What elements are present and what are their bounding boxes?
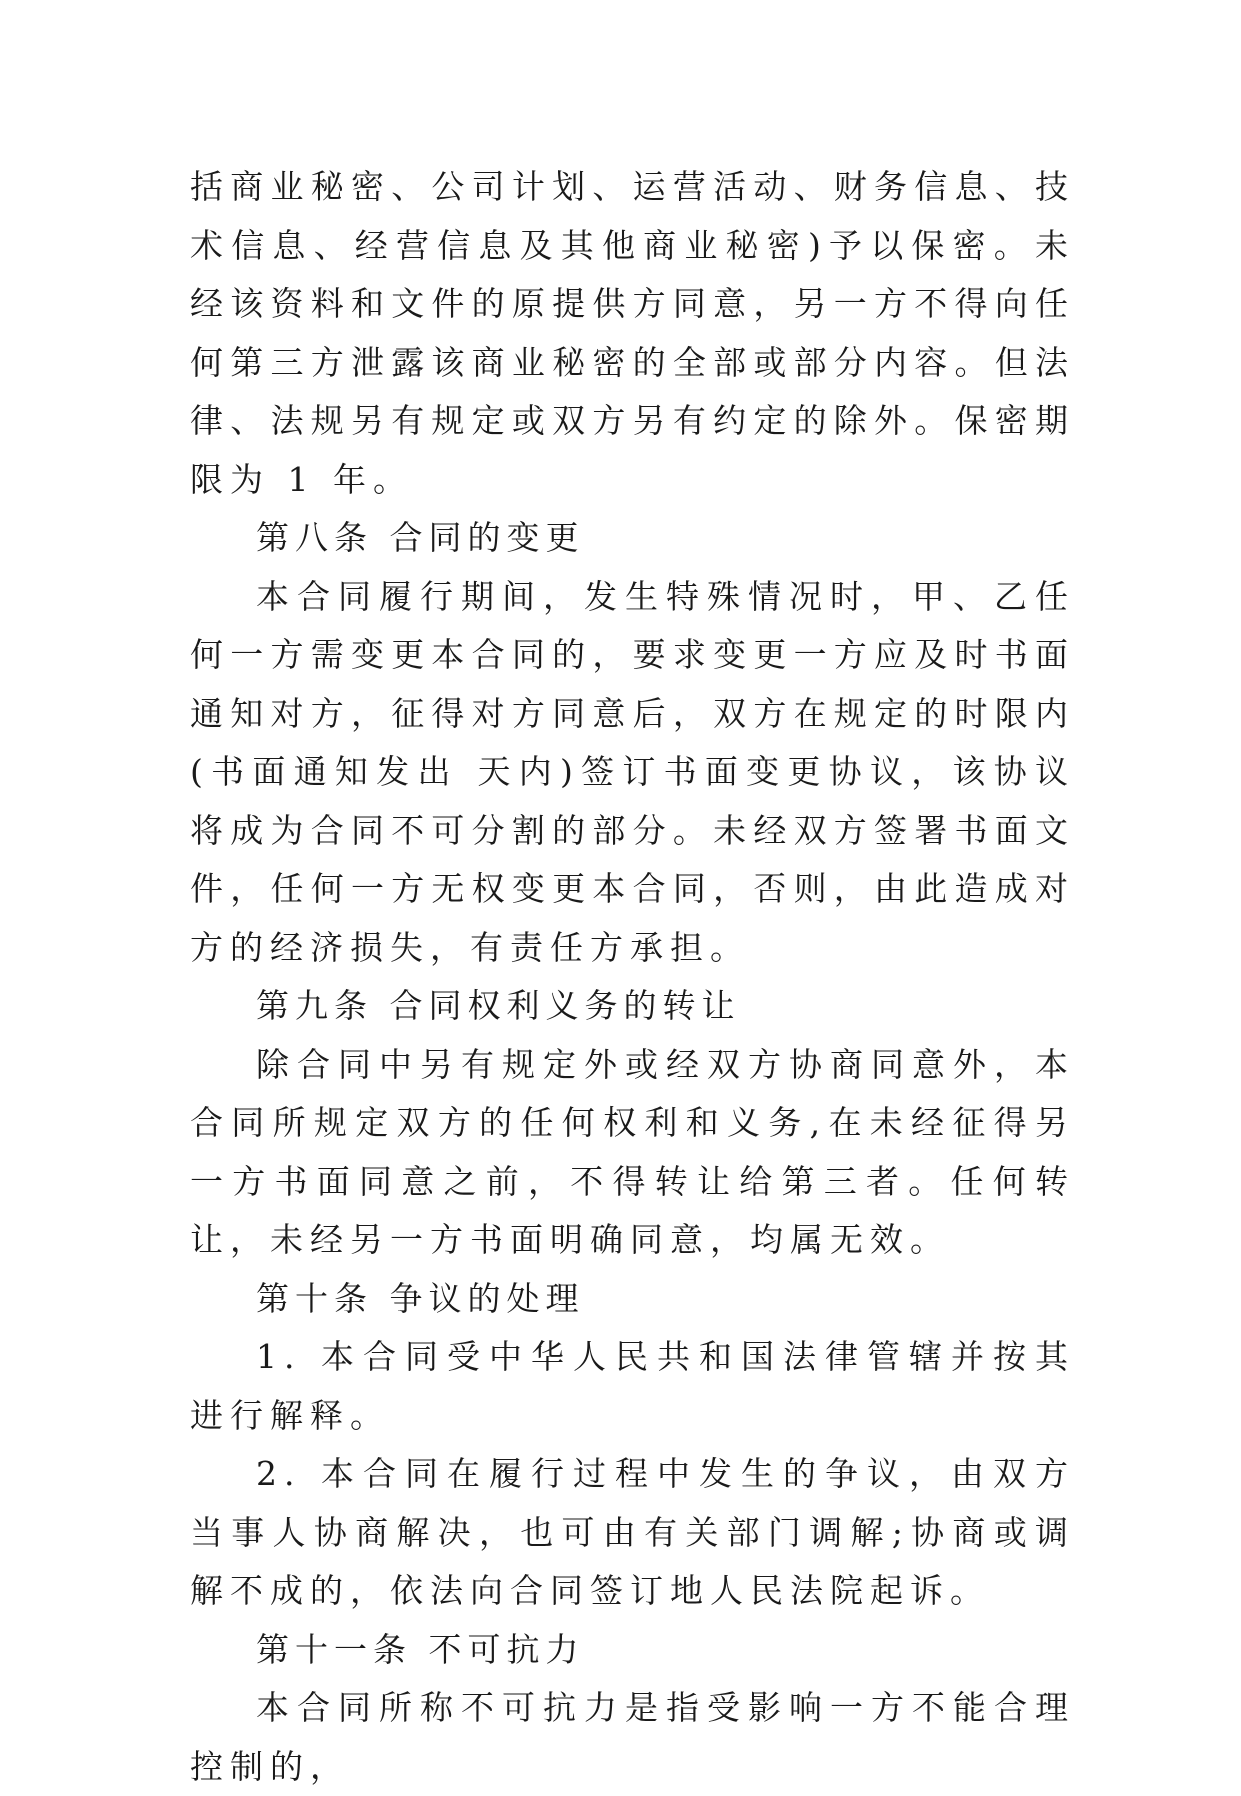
- heading-article-9: 第九条 合同权利义务的转让: [256, 986, 741, 1025]
- paragraph-article-10-item-2: 2. 本合同在履行过程中发生的争议，由双方当事人协商解决，也可由有关部门调解;协商或调解不成的，依法向合同签订地人民法院起诉。: [190, 1454, 1075, 1610]
- heading-article-8: 第八条 合同的变更: [256, 518, 585, 557]
- paragraph-confidentiality-continued: 括商业秘密、公司计划、运营活动、财务信息、技术信息、经营信息及其他商业秘密)予以保密。未经该资料和文件的原提供方同意，另一方不得向任何第三方泄露该商业秘密的全部或部分内容。但法律、法规另有规定或双方另有约定的除外。保密期限为 1 年。: [190, 167, 1075, 499]
- heading-article-11: 第十一条 不可抗力: [256, 1629, 585, 1669]
- heading-article-10: 第十条 争议的处理: [256, 1278, 585, 1318]
- paragraph-article-8: 本合同履行期间，发生特殊情况时，甲、乙任何一方需变更本合同的，要求变更一方应及时书面通知对方，征得对方同意后，双方在规定的时限内(书面通知发出 天内)签订书面变更协议，该协议将成为合同不可分割的部分。未经双方签署书面文件，任何一方无权变更本合同，否则，由此造成对方的经济损失，有责任方承担。: [190, 576, 1075, 967]
- paragraph-article-10-item-1: 1. 本合同受中华人民共和国法律管辖并按其进行解释。: [190, 1337, 1075, 1435]
- paragraph-article-9: 除合同中另有规定外或经双方协商同意外，本合同所规定双方的任何权利和义务,在未经征得另一方书面同意之前，不得转让给第三者。任何转让，未经另一方书面明确同意，均属无效。: [190, 1044, 1075, 1259]
- paragraph-article-11: 本合同所称不可抗力是指受影响一方不能合理控制的，: [190, 1688, 1075, 1786]
- document-body: [190, 158, 1075, 1796]
